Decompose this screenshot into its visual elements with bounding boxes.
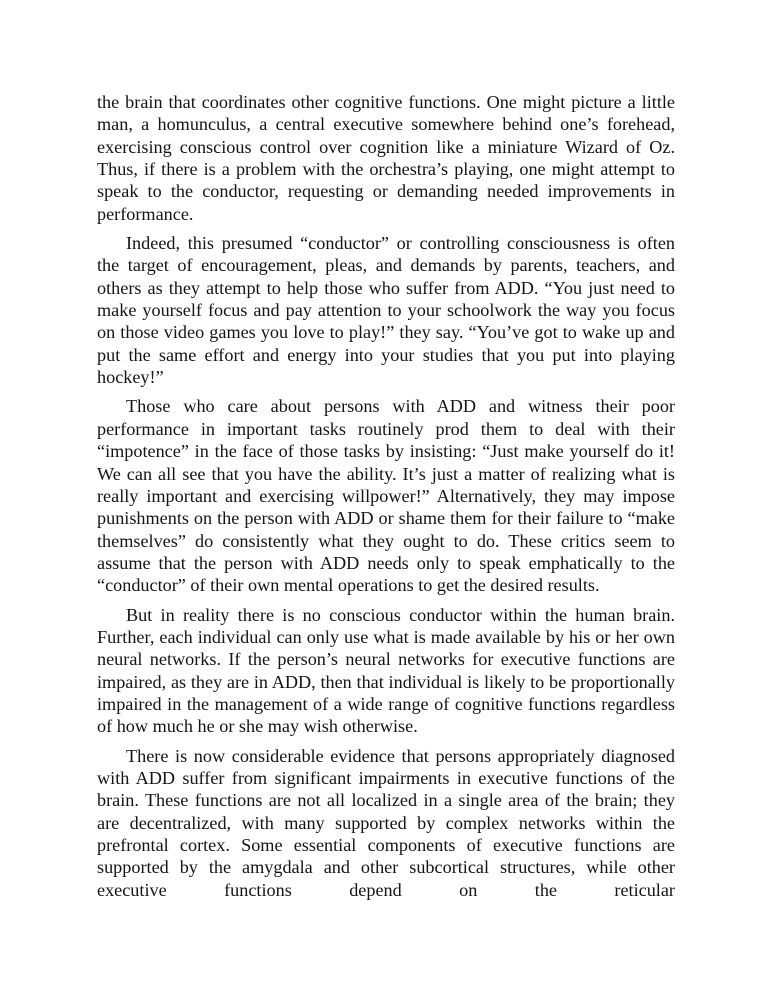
paragraph-2: Indeed, this presumed “conductor” or controlling consciousness is often the target of encouragement, pleas, and demands by parents, teachers, and others as they attempt to help those who suffer from ADD. “You just need to make yourself focus and pay attention to your schoolwork the way you focus on those video games you love to play!” they say. “You’ve got to wake up and put the same effort and energy into your studies that you put into playing hockey!”: [97, 233, 675, 388]
paragraph-3: Those who care about persons with ADD and witness their poor performance in important tasks routinely prod them to deal with their “impotence” in the face of those tasks by insisting: “Just make yourself do it! We can all see that you have the ability. It’s just a matter of realizing what is really important and exercising willpower!” Alternatively, they may impose punishments on the person with ADD or shame them for their failure to “make themselves” do consistently what they ought to do. These critics seem to assume that the person with ADD needs only to speak emphatically to the “conductor” of their own mental operations to get the desired results.: [97, 396, 675, 596]
paragraph-4: But in reality there is no conscious conductor within the human brain. Further, each individual can only use what is made available by his or her own neural networks. If the person’s neural networks for executive functions are impaired, as they are in ADD, then that individual is likely to be proportionally impaired in the management of a wide range of cognitive functions regardless of how much he or she may wish otherwise.: [97, 604, 675, 737]
paragraph-1: the brain that coordinates other cognitive functions. One might picture a little man, a homunculus, a central executive somewhere behind one’s forehead, exercising conscious control over cognition like a miniature Wizard of Oz. Thus, if there is a problem with the orchestra’s playing, one might attempt to speak to the conductor, requesting or demanding needed improvements in performance.: [97, 92, 675, 224]
page-body: [97, 91, 675, 908]
paragraph-5: There is now considerable evidence that persons appropriately diagnosed with ADD suffer from significant impairments in executive functions of the brain. These functions are not all localized in a single area of the brain; they are decentralized, with many supported by complex networks within the prefrontal cortex. Some essential components of executive functions are supported by the amygdala and other subcortical structures, while other executive functions depend on the reticular: [97, 745, 675, 900]
